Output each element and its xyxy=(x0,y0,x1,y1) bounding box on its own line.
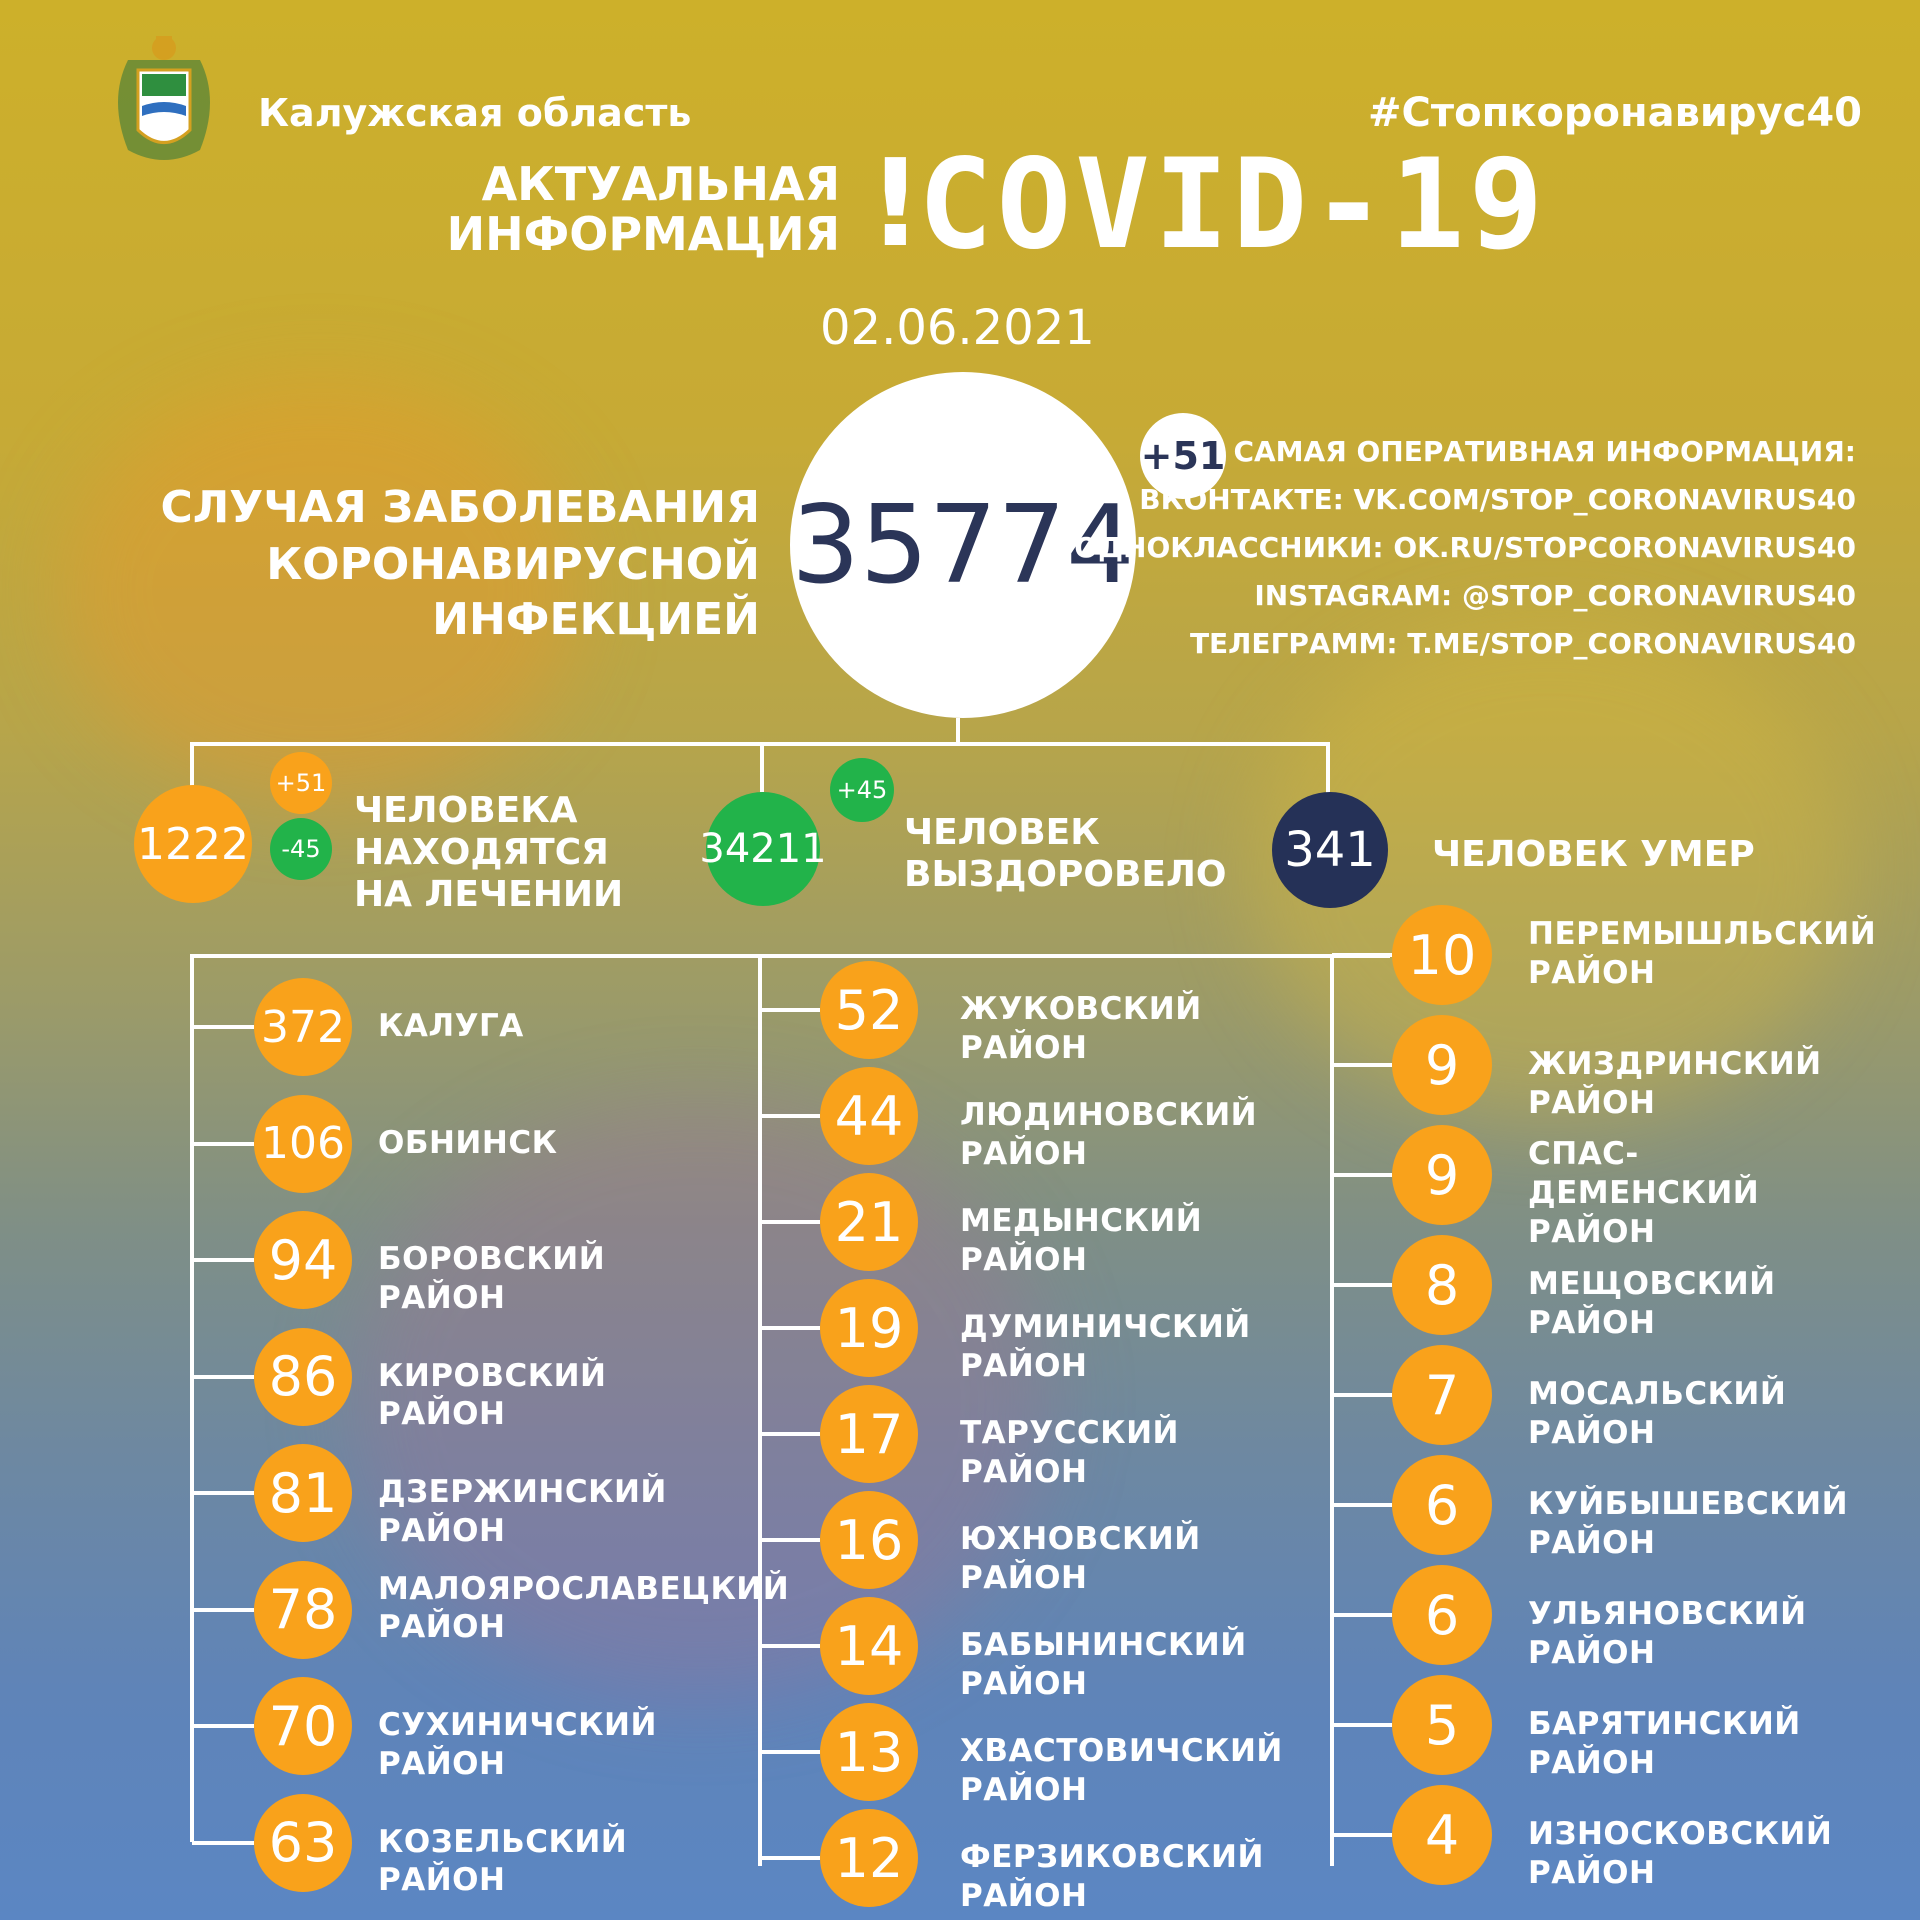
district-name-line1: БАБЫНИНСКИЙ РАЙОН xyxy=(960,1627,1247,1702)
district-name xyxy=(960,1626,1247,1704)
district-cases-circle xyxy=(820,1385,918,1483)
connector-line xyxy=(190,954,194,1842)
treatment-minus-value: -45 xyxy=(281,835,321,863)
district-name-line1: ИЗНОСКОВСКИЙ РАЙОН xyxy=(1528,1816,1833,1891)
district-cases-circle xyxy=(1392,1565,1492,1665)
link-telegram[interactable]: ТЕЛЕГРАММ: T.ME/STOP_CORONAVIRUS40 xyxy=(1189,627,1856,660)
district-name-line1: ДУМИНИЧСКИЙ РАЙОН xyxy=(960,1309,1251,1384)
district-name-line1: ТАРУССКИЙ РАЙОН xyxy=(960,1415,1179,1490)
district-name-line1: ЖИЗДРИНСКИЙ РАЙОН xyxy=(1528,1046,1822,1121)
district-name-line1: ЖУКОВСКИЙ РАЙОН xyxy=(960,991,1202,1066)
branch-line xyxy=(760,1326,820,1330)
died-value: 341 xyxy=(1284,822,1376,878)
district-cases-value: 63 xyxy=(268,1811,338,1874)
district-name-line1: МЕЩОВСКИЙ РАЙОН xyxy=(1528,1266,1776,1341)
district-name-line1: КОЗЕЛЬСКИЙ РАЙОН xyxy=(378,1823,628,1899)
district-name-line1: ХВАСТОВИЧСКИЙ РАЙОН xyxy=(960,1733,1283,1808)
title-line1: АКТУАЛЬНАЯ xyxy=(481,157,840,211)
district-cases-value: 70 xyxy=(268,1694,338,1758)
district-name-line1: ПЕРЕМЫШЛЬСКИЙ xyxy=(1528,916,1877,952)
district-name-line1: ОБНИНСК xyxy=(378,1124,558,1161)
district-cases-value: 7 xyxy=(1424,1363,1460,1427)
district-name-line1: БАРЯТИНСКИЙ РАЙОН xyxy=(1528,1706,1801,1781)
region-name: Калужская область xyxy=(258,91,692,135)
branch-line xyxy=(192,1258,254,1262)
district-cases-circle xyxy=(1392,1345,1492,1445)
district-cases-value: 6 xyxy=(1424,1473,1460,1537)
branch-line xyxy=(192,1375,254,1379)
treatment-plus-value: +51 xyxy=(275,769,327,797)
district-name xyxy=(378,1706,657,1784)
died-label: ЧЕЛОВЕК УМЕР xyxy=(1432,834,1755,875)
recovered-plus-value: +45 xyxy=(836,776,888,804)
district-name xyxy=(960,1520,1201,1598)
connector-line xyxy=(760,742,764,792)
hashtag: #Стопкоронавирус40 xyxy=(1368,90,1862,136)
treatment-value: 1222 xyxy=(137,818,249,870)
district-cases-circle xyxy=(820,1809,918,1907)
district-cases-value: 8 xyxy=(1424,1253,1460,1317)
district-name-line1: МАЛОЯРОСЛАВЕЦКИЙ xyxy=(378,1570,790,1607)
links-heading: САМАЯ ОПЕРАТИВНАЯ ИНФОРМАЦИЯ: xyxy=(1233,435,1856,468)
district-cases-value: 12 xyxy=(834,1826,904,1890)
district-name-line2: РАЙОН xyxy=(378,1609,506,1646)
report-date: 02.06.2021 xyxy=(820,300,1095,356)
district-cases-value: 16 xyxy=(834,1508,904,1572)
branch-line xyxy=(192,1608,254,1612)
district-cases-value: 19 xyxy=(834,1296,904,1360)
district-cases-circle xyxy=(254,1677,352,1775)
district-name xyxy=(960,1096,1257,1174)
district-name xyxy=(1528,1265,1776,1343)
branch-line xyxy=(1332,1723,1392,1727)
district-cases-circle xyxy=(1392,1785,1492,1885)
district-name xyxy=(960,1308,1251,1386)
district-cases-value: 17 xyxy=(834,1402,904,1466)
district-cases-circle xyxy=(820,961,918,1059)
title-line2: ИНФОРМАЦИЯ xyxy=(446,207,840,261)
district-name xyxy=(378,1570,789,1648)
connector-line xyxy=(758,954,762,1866)
total-label-line2: КОРОНАВИРУСНОЙ ИНФЕКЦИЕЙ xyxy=(266,539,760,645)
title-covid: COVID-19 xyxy=(918,133,1548,277)
district-cases-value: 81 xyxy=(268,1461,338,1525)
district-cases-value: 14 xyxy=(834,1614,904,1678)
treatment-minus-badge xyxy=(270,818,332,880)
treatment-label-line1: ЧЕЛОВЕКА xyxy=(354,790,578,831)
district-name-line1: ЛЮДИНОВСКИЙ РАЙОН xyxy=(960,1097,1258,1172)
title-exclamation: ! xyxy=(868,135,923,274)
recovered-circle xyxy=(699,792,827,906)
district-cases-value: 21 xyxy=(834,1190,904,1254)
branch-line xyxy=(1332,1173,1392,1177)
branch-line xyxy=(1332,1613,1392,1617)
district-cases-circle xyxy=(820,1491,918,1589)
district-name-line1: СУХИНИЧСКИЙ РАЙОН xyxy=(378,1707,657,1782)
district-cases-circle xyxy=(820,1703,918,1801)
district-cases-circle xyxy=(820,1067,918,1165)
district-cases-circle xyxy=(1392,1455,1492,1555)
district-cases-circle xyxy=(254,1444,352,1542)
district-name xyxy=(1528,1705,1801,1783)
branch-line xyxy=(1332,1833,1392,1837)
link-instagram[interactable]: INSTAGRAM: @STOP_CORONAVIRUS40 xyxy=(1254,579,1856,612)
branch-line xyxy=(192,1491,254,1495)
connector-line xyxy=(1330,954,1334,1866)
district-cases-value: 9 xyxy=(1424,1033,1460,1097)
district-name-line1: МЕДЫНСКИЙ РАЙОН xyxy=(960,1203,1203,1278)
branch-line xyxy=(1332,1393,1392,1397)
branch-line xyxy=(760,1432,820,1436)
branch-line xyxy=(1332,1063,1392,1067)
district-name-line1: УЛЬЯНОВСКИЙ РАЙОН xyxy=(1528,1596,1807,1671)
branch-line xyxy=(192,1025,254,1029)
branch-line xyxy=(760,1114,820,1118)
branch-line xyxy=(760,1856,820,1860)
district-cases-value: 5 xyxy=(1424,1693,1460,1757)
district-name xyxy=(1528,1485,1848,1563)
district-name-line1: СПАС-ДЕМЕНСКИЙ xyxy=(1528,1136,1760,1211)
district-name-line1: МОСАЛЬСКИЙ РАЙОН xyxy=(1528,1376,1787,1451)
district-name xyxy=(378,1473,667,1551)
district-name-line1: ФЕРЗИКОВСКИЙ РАЙОН xyxy=(960,1839,1264,1914)
district-name xyxy=(1528,1135,1759,1251)
district-cases-value: 44 xyxy=(834,1084,904,1148)
recovered-label-line2: ВЫЗДОРОВЕЛО xyxy=(904,854,1227,895)
district-name-line1: КУЙБЫШЕВСКИЙ РАЙОН xyxy=(1528,1486,1849,1561)
district-cases-value: 86 xyxy=(268,1345,338,1408)
district-cases-circle xyxy=(1392,1235,1492,1335)
died-circle xyxy=(1272,792,1388,908)
branch-line xyxy=(1332,1503,1392,1507)
district-cases-circle xyxy=(254,1211,352,1309)
district-name xyxy=(960,1414,1179,1492)
branch-line xyxy=(760,1538,820,1542)
district-name xyxy=(1528,915,1876,993)
district-name xyxy=(1528,1595,1807,1673)
district-name-line1: КИРОВСКИЙ РАЙОН xyxy=(378,1357,607,1433)
recovered-plus-badge xyxy=(830,758,894,822)
district-cases-value: 13 xyxy=(834,1720,904,1784)
treatment-circle xyxy=(134,785,252,903)
district-name-line1: БОРОВСКИЙ РАЙОН xyxy=(378,1241,606,1316)
district-cases-circle xyxy=(254,1328,352,1426)
branch-line xyxy=(1332,953,1392,957)
district-name xyxy=(378,1823,627,1901)
total-delta-value: +51 xyxy=(1140,434,1226,478)
district-cases-circle xyxy=(254,1561,352,1659)
total-label-line1: СЛУЧАЯ ЗАБОЛЕВАНИЯ xyxy=(160,482,760,533)
link-ok[interactable]: ОДНОКЛАССНИКИ: OK.RU/STOPCORONAVIRUS40 xyxy=(1074,531,1856,564)
region-emblem xyxy=(98,30,230,170)
district-name xyxy=(1528,1815,1832,1893)
district-cases-circle xyxy=(820,1279,918,1377)
branch-line xyxy=(760,1220,820,1224)
district-name-line1: ДЗЕРЖИНСКИЙ РАЙОН xyxy=(378,1474,667,1549)
district-name xyxy=(1528,1045,1822,1123)
connector-line xyxy=(190,954,1390,958)
district-cases-circle xyxy=(254,1095,352,1193)
treatment-plus-badge xyxy=(270,752,332,814)
branch-line xyxy=(760,1750,820,1754)
district-name xyxy=(378,1240,605,1318)
recovered-value: 34211 xyxy=(699,826,827,872)
district-cases-value: 106 xyxy=(261,1118,345,1169)
district-name xyxy=(960,1732,1283,1810)
total-cases-value: 35774 xyxy=(791,482,1135,608)
district-cases-circle xyxy=(1392,905,1492,1005)
district-name-line2: РАЙОН xyxy=(1528,954,1656,991)
treatment-label-line3: НА ЛЕЧЕНИИ xyxy=(354,874,624,915)
recovered-label-line1: ЧЕЛОВЕК xyxy=(904,812,1100,853)
branch-line xyxy=(760,1644,820,1648)
district-name-line1: КАЛУГА xyxy=(378,1008,524,1044)
branch-line xyxy=(1332,1283,1392,1287)
district-name xyxy=(960,990,1202,1068)
connector-line xyxy=(956,718,960,744)
district-cases-value: 94 xyxy=(268,1228,338,1292)
district-name-line2: РАЙОН xyxy=(1528,1213,1656,1250)
district-cases-value: 372 xyxy=(261,1001,345,1053)
treatment-label-line2: НАХОДЯТСЯ xyxy=(354,832,609,873)
district-cases-circle xyxy=(1392,1675,1492,1775)
district-name xyxy=(378,1357,606,1435)
branch-line xyxy=(760,1008,820,1012)
district-cases-circle xyxy=(820,1173,918,1271)
district-cases-value: 10 xyxy=(1407,923,1477,987)
district-cases-value: 4 xyxy=(1424,1803,1460,1867)
district-cases-value: 9 xyxy=(1424,1143,1460,1207)
district-cases-value: 6 xyxy=(1424,1583,1460,1647)
district-cases-circle xyxy=(1392,1015,1492,1115)
district-name xyxy=(378,1124,557,1163)
branch-line xyxy=(192,1724,254,1728)
district-cases-circle xyxy=(254,1794,352,1892)
district-name xyxy=(378,1007,524,1046)
district-cases-value: 52 xyxy=(834,978,904,1042)
district-cases-circle xyxy=(820,1597,918,1695)
district-name xyxy=(1528,1375,1786,1453)
link-vk[interactable]: ВКОНТАКТЕ: VK.COM/STOP_CORONAVIRUS40 xyxy=(1139,483,1856,516)
district-cases-circle xyxy=(1392,1125,1492,1225)
branch-line xyxy=(192,1841,254,1845)
district-name xyxy=(960,1838,1264,1916)
district-cases-circle xyxy=(254,978,352,1076)
district-name-line1: ЮХНОВСКИЙ РАЙОН xyxy=(960,1521,1201,1596)
branch-line xyxy=(192,1142,254,1146)
district-cases-value: 78 xyxy=(268,1578,338,1641)
district-name xyxy=(960,1202,1202,1280)
